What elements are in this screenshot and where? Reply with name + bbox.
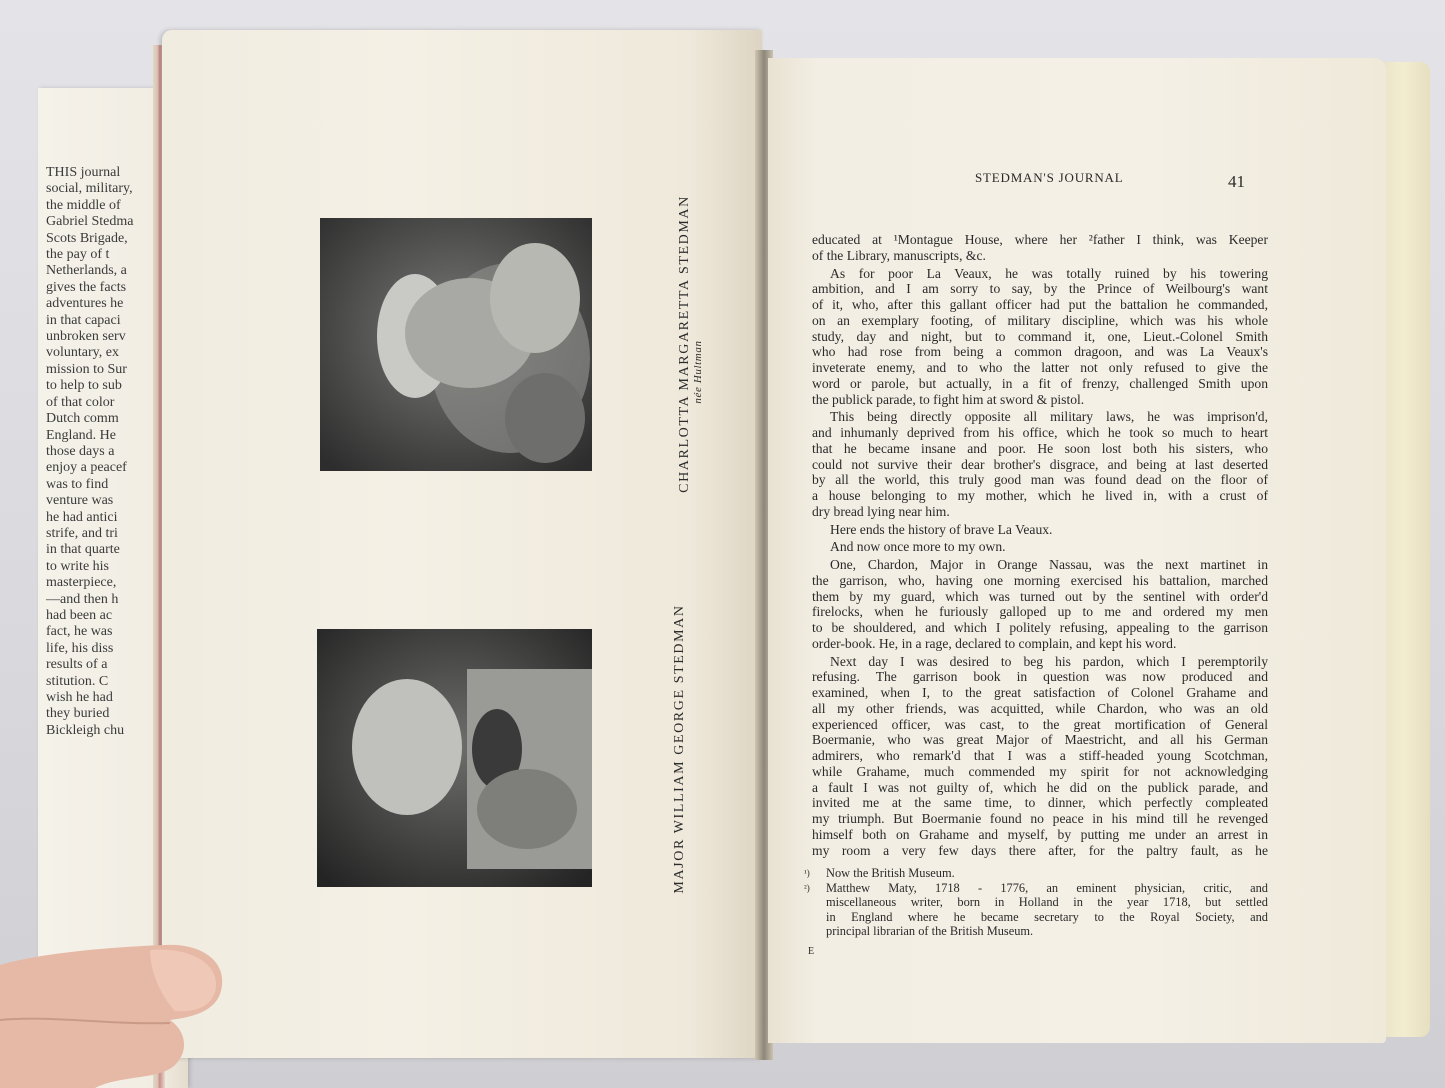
portrait-image (320, 218, 592, 471)
flap-line: unbroken serv (46, 329, 126, 345)
flap-line: results of a (46, 657, 108, 673)
text-line: word or parole, but actually, in a fit of frenzy, challenged Smith upon (812, 375, 1268, 391)
footnote (804, 880, 1268, 939)
flap-line: Scots Brigade, (46, 230, 128, 246)
text-line: who had rose from being a common dragoon, and was La Veaux's (812, 344, 1268, 360)
flap-line: stitution. C (46, 673, 109, 689)
flap-line: fact, he was (46, 624, 113, 640)
flap-line: in that capaci (46, 312, 121, 328)
portrait-william (317, 629, 592, 887)
flap-line: they buried (46, 706, 110, 722)
text-line: while Grahame, much commended my spirit for not acknowledging (812, 763, 1268, 779)
portrait-caption-charlotta: CHARLOTTA MARGARETTA STEDMAN (677, 195, 692, 493)
text-line: This being directly opposite all military laws, he was imprison'd, (830, 409, 1268, 425)
text-line: refusing. The garrison book in question was now produced and (812, 669, 1268, 685)
text-line: invited me at the same time, to dinner, which perfectly compleated (812, 795, 1268, 811)
text-line: could not survive their dear brother's disgrace, and being at last deserted (812, 456, 1268, 472)
text-line: the publick parade, to fight him at sword & pistol. (812, 391, 1085, 407)
signature-mark: E (808, 946, 815, 957)
flap-line: he had antici (46, 509, 118, 525)
flap-line: venture was (46, 493, 114, 509)
flap-line: masterpiece, (46, 575, 117, 591)
footnote (804, 866, 1268, 881)
flap-line: in that quarte (46, 542, 120, 558)
text-line: and inhumanly deprived from his office, which he took so much to heart (812, 425, 1268, 440)
text-line: study, day and night, but to command it, one, Lieut.-Colonel Smith (812, 328, 1268, 344)
text-line: on an exemplary footing, of military discipline, which was his whole (812, 312, 1268, 328)
text-line: And now once more to my own. (830, 539, 1006, 555)
flap-line: gives the facts (46, 279, 127, 295)
text-line: a fault I was not guilty of, which he did on the publick parade, and (812, 779, 1268, 795)
text-line: ambition, and I am sorry to say, by the Prince of Weilbourg's want (812, 281, 1268, 297)
footnote-line: Now the British Museum. (826, 866, 955, 880)
flap-line: had been ac (46, 607, 113, 623)
text-line: examined, when I, to the great satisfaction of Colonel Grahame and (812, 685, 1268, 700)
flap-line: adventures he (46, 296, 124, 312)
text-line: a house belonging to my mother, which he lived in, with a crust of (812, 488, 1268, 503)
flap-line: mission to Sur (46, 361, 127, 377)
footnote-line: principal librarian of the British Museum. (826, 924, 1034, 938)
text-line: As for poor La Veaux, he was totally ruined by his towering (830, 265, 1268, 281)
text-line: to be shouldered, and which I politely refusing, appealing to the garrison (812, 620, 1268, 635)
hand (0, 925, 240, 1088)
flap-line: THIS journal (46, 165, 121, 180)
text-line: that he became insane and poor. He soon lost both his sisters, who (812, 440, 1268, 456)
page-number: 41 (1228, 172, 1245, 191)
flap-line: to help to sub (46, 378, 122, 394)
flap-line: enjoy a peacef (46, 460, 127, 476)
portrait-caption-william: MAJOR WILLIAM GEORGE STEDMAN (672, 604, 687, 894)
portrait-subcaption-charlotta: née Hultman (692, 340, 704, 404)
back-flap-text (46, 165, 133, 739)
text-line: himself both on Grahame and myself, by putting me under an arrest in (812, 826, 1268, 842)
text-line: experienced officer, was cast, to the great mortification of General (812, 716, 1268, 732)
flap-line: —and then h (46, 591, 119, 607)
footnote-line: miscellaneous writer, born in Holland in the year 1718, but settled (826, 895, 1268, 909)
flap-line: Gabriel Stedma (46, 214, 134, 230)
text-line: admirers, who remark'd that I was a stiff-headed young Scotchman, (812, 748, 1268, 763)
footnote-mark: ²) (804, 882, 810, 893)
flap-line: strife, and tri (46, 525, 118, 541)
text-line: dry bread lying near him. (812, 503, 950, 519)
text-line: my room a very few days there after, for the paltry fault, as he (812, 842, 1268, 858)
text-line: the garrison, who, having one morning exercised his battalion, marched (812, 572, 1268, 588)
portrait-charlotta (320, 218, 592, 471)
flap-line: England. He (46, 427, 116, 443)
portrait-image (317, 629, 592, 887)
body-text (812, 232, 1268, 858)
flap-line: voluntary, ex (46, 345, 119, 361)
flap-line: Netherlands, a (46, 263, 127, 279)
flap-line: was to find (46, 476, 109, 492)
text-line: order-book. He, in a rage, declared to complain, and kept his word. (812, 635, 1177, 651)
running-head: STEDMAN'S JOURNAL (975, 170, 1124, 185)
text-line: Next day I was desired to beg his pardon, which I peremptorily (830, 653, 1268, 669)
text-line: them by my guard, which was turned out by the sentinel with order'd (812, 588, 1268, 604)
text-line: firelocks, when he furiously galloped up to me and ordered my men (812, 604, 1268, 620)
text-line: of it, who, after this gallant officer had put the battalion he commanded, (812, 297, 1268, 312)
flap-line: wish he had (46, 690, 113, 705)
text-line: all my other friends, was acquitted, while Chardon, who was an old (812, 700, 1268, 716)
flap-line: Bickleigh chu (46, 722, 125, 738)
text-line: Here ends the history of brave La Veaux. (830, 521, 1053, 537)
text-line: educated at ¹Montague House, where her ²father I think, was Keeper (812, 232, 1268, 247)
flap-line: the pay of t (46, 247, 110, 263)
flap-line: life, his diss (46, 640, 114, 656)
footnote-line: Matthew Maty, 1718 - 1776, an eminent physician, critic, and (826, 880, 1268, 895)
text-line: One, Chardon, Major in Orange Nassau, was the next martinet in (830, 557, 1268, 572)
text-line: my triumph. But Boermanie found no peace in his mind till he revenged (812, 811, 1268, 826)
footnote-mark: ¹) (804, 868, 810, 878)
footnote-line: in England where he became secretary to the Royal Society, and (826, 909, 1268, 924)
text-line: of the Library, manuscripts, &c. (812, 247, 986, 263)
flap-line: the middle of (46, 197, 121, 213)
flap-line: of that color (46, 394, 115, 410)
footnotes (804, 866, 1268, 939)
text-line: inveterate enemy, and to who the latter not only refused to give the (812, 360, 1268, 375)
flap-line: those days a (46, 443, 115, 459)
flap-line: to write his (46, 558, 109, 574)
text-line: by all the world, this truly good man was found dead on the floor of (812, 472, 1268, 488)
flap-line: Dutch comm (46, 411, 119, 427)
flap-line: social, military, (46, 181, 133, 197)
text-line: Boermanie, who was great Major of Maestricht, and all his German (812, 732, 1268, 748)
